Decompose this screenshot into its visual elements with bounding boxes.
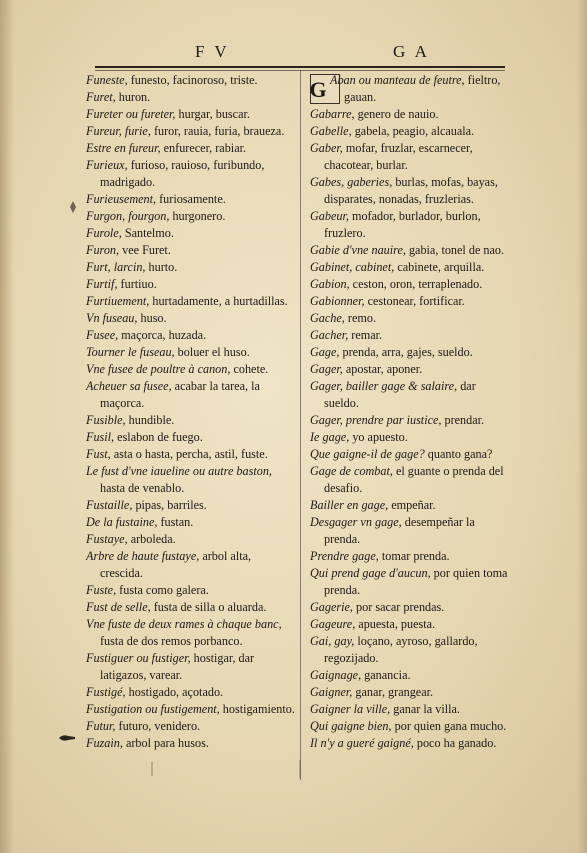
- headword: Furtiuement,: [86, 294, 150, 308]
- headword: De la fustaine,: [86, 515, 158, 529]
- definition: hurgar, buscar.: [175, 107, 250, 121]
- dictionary-entry: [310, 242, 510, 259]
- dictionary-entry: [310, 310, 510, 327]
- definition: por quien toma prenda.: [324, 566, 508, 597]
- definition: huso.: [137, 311, 167, 325]
- dictionary-entry: [86, 446, 296, 463]
- dictionary-entry: [310, 548, 510, 565]
- dictionary-entry: [310, 344, 510, 361]
- pointing-hand-icon: [58, 733, 76, 743]
- headword: Fuzain,: [86, 736, 123, 750]
- running-header: [95, 44, 505, 66]
- dictionary-entry: [310, 106, 510, 123]
- headword: Furet,: [86, 90, 116, 104]
- definition: hurgonero.: [169, 209, 226, 223]
- definition: funesto, facinoroso, triste.: [127, 73, 258, 87]
- dictionary-entry: [86, 599, 296, 616]
- definition: remar.: [348, 328, 383, 342]
- dictionary-entry: [310, 701, 510, 718]
- headword: Fustaye,: [86, 532, 128, 546]
- header-right-letters: G A: [393, 42, 430, 61]
- headword: Fusible,: [86, 413, 126, 427]
- headword: Gageure,: [310, 617, 356, 631]
- headword: Vne fuste de deux rames à chaque banc,: [86, 617, 282, 631]
- headword: Fusil,: [86, 430, 115, 444]
- dictionary-entry: [310, 616, 510, 633]
- headword: Furole,: [86, 226, 122, 240]
- headword: Furieux,: [86, 158, 128, 172]
- headword: Gager, bailler gage & salaire,: [310, 379, 458, 393]
- headword: Fust,: [86, 447, 111, 461]
- definition: hundible.: [125, 413, 175, 427]
- definition: hasta de venablo.: [100, 481, 185, 495]
- dictionary-entry: [86, 293, 296, 310]
- definition: cestonear, fortificar.: [364, 294, 465, 308]
- headword: Gacher,: [310, 328, 349, 342]
- dictionary-entry: [310, 140, 510, 174]
- definition: furor, rauia, furia, braueza.: [150, 124, 285, 138]
- definition: poco ha ganado.: [413, 736, 497, 750]
- definition: hostigado, açotado.: [125, 685, 224, 699]
- headword: Bailler en gage,: [310, 498, 389, 512]
- definition: gabela, peagio, alcauala.: [351, 124, 475, 138]
- dictionary-entry: [86, 429, 296, 446]
- headword: Gabarre,: [310, 107, 355, 121]
- dictionary-entry: [310, 718, 510, 735]
- dictionary-entry: [310, 565, 510, 599]
- headword: Gabelle,: [310, 124, 352, 138]
- headword: Fustaille,: [86, 498, 133, 512]
- definition: furioso, rauioso, furibundo, madrigado.: [100, 158, 265, 189]
- headword: Tourner le fuseau,: [86, 345, 175, 359]
- definition: pipas, barriles.: [132, 498, 207, 512]
- headword: Fustiguer ou fustiger,: [86, 651, 191, 665]
- definition: yo apuesto.: [349, 430, 408, 444]
- definition: fusta de silla o aluarda.: [150, 600, 267, 614]
- definition: por sacar prendas.: [352, 600, 445, 614]
- dictionary-entry: [310, 514, 510, 548]
- dictionary-entry: [310, 412, 510, 429]
- dictionary-entry: [86, 735, 296, 752]
- dictionary-entry: [310, 327, 510, 344]
- dictionary-entry: [86, 89, 296, 106]
- definition: huron.: [115, 90, 151, 104]
- dictionary-entry: [310, 378, 510, 412]
- headword: Fusee,: [86, 328, 119, 342]
- definition: el guante o prenda del desafio.: [324, 464, 504, 495]
- headword: Furt, larcin,: [86, 260, 146, 274]
- headword: Fust de selle,: [86, 600, 151, 614]
- dictionary-entry: [86, 463, 296, 497]
- dictionary-entry: [310, 293, 510, 310]
- definition: enfurecer, rabiar.: [160, 141, 247, 155]
- headword: Desgager vn gage,: [310, 515, 402, 529]
- headword: Qui prend gage d'aucun,: [310, 566, 431, 580]
- dictionary-entry: [86, 72, 296, 89]
- dictionary-entry: [86, 191, 296, 208]
- headword: Ie gage,: [310, 430, 350, 444]
- dictionary-entry: [86, 701, 296, 718]
- definition: tomar prenda.: [378, 549, 450, 563]
- definition: desempeñar la prenda.: [324, 515, 475, 546]
- headword: Vn fuseau,: [86, 311, 138, 325]
- dictionary-entry: [86, 344, 296, 361]
- headword: Gabes, gaberies,: [310, 175, 393, 189]
- definition: hostigamiento.: [219, 702, 295, 716]
- headword: Futur,: [86, 719, 116, 733]
- definition: mofador, burlador, burlon, fruzlero.: [324, 209, 481, 240]
- dictionary-entry: [86, 497, 296, 514]
- dictionary-entry: [86, 310, 296, 327]
- dictionary-entry: [86, 361, 296, 378]
- headword: Fureur, furie,: [86, 124, 151, 138]
- dictionary-entry: [86, 157, 296, 191]
- definition: prendar.: [441, 413, 485, 427]
- dictionary-entry: [310, 446, 510, 463]
- left-column: [86, 72, 296, 752]
- dictionary-entry: [86, 412, 296, 429]
- definition: remo.: [344, 311, 376, 325]
- headword: Gaigner la ville,: [310, 702, 391, 716]
- dictionary-entry: [310, 599, 510, 616]
- dictionary-entry: [310, 667, 510, 684]
- definition: gabia, tonel de nao.: [405, 243, 505, 257]
- definition: genero de nauio.: [354, 107, 439, 121]
- dictionary-entry: [86, 684, 296, 701]
- headword: Fureter ou fureter,: [86, 107, 176, 121]
- dictionary-entry: [86, 616, 296, 650]
- headword: Furon,: [86, 243, 120, 257]
- definition: ganar, grangear.: [352, 685, 434, 699]
- headword: Gaber,: [310, 141, 343, 155]
- definition: apostar, aponer.: [342, 362, 423, 376]
- dictionary-entry: [86, 718, 296, 735]
- headword: Gaigner,: [310, 685, 353, 699]
- dictionary-entry: [86, 106, 296, 123]
- dictionary-entry: [310, 429, 510, 446]
- definition: apuesta, puesta.: [355, 617, 436, 631]
- header-rule: [95, 66, 505, 68]
- dictionary-entry: [86, 582, 296, 599]
- headword: Gaignage,: [310, 668, 362, 682]
- headword: Prendre gage,: [310, 549, 379, 563]
- header-left-letters: F V: [195, 42, 230, 61]
- definition: asta o hasta, percha, astil, fuste.: [110, 447, 268, 461]
- dictionary-entry: [86, 531, 296, 548]
- definition: arbol alta, crescida.: [100, 549, 252, 580]
- dictionary-entry: [310, 208, 510, 242]
- dictionary-entry: [310, 633, 510, 667]
- bottom-ink-marks: [150, 760, 330, 780]
- dictionary-entry: [310, 174, 510, 208]
- headword: Estre en fureur,: [86, 141, 161, 155]
- headword: Qui gaigne bien,: [310, 719, 392, 733]
- headword: Que gaigne-il de gage?: [310, 447, 425, 461]
- definition: fusta de dos remos porbanco.: [100, 634, 243, 648]
- definition: burlas, mofas, bayas, disparates, nonadas, fruzlerias.: [324, 175, 498, 206]
- definition: fieltro, gauan.: [344, 73, 501, 104]
- right-column: [310, 72, 510, 752]
- dictionary-entry: [86, 327, 296, 344]
- headword: Gabionner,: [310, 294, 365, 308]
- drop-cap: G: [310, 74, 340, 104]
- page-left-edge-shadow: [0, 0, 14, 853]
- column-divider: [300, 70, 301, 780]
- definition: quanto gana?: [424, 447, 493, 461]
- dictionary-entry: [86, 123, 296, 140]
- dictionary-entry: [310, 463, 510, 497]
- headword: Furtif,: [86, 277, 118, 291]
- definition: furiosamente.: [156, 192, 226, 206]
- dictionary-entry: [310, 72, 510, 106]
- dictionary-entry: [86, 225, 296, 242]
- headword: Gager, prendre par iustice,: [310, 413, 442, 427]
- dictionary-entry: [86, 514, 296, 531]
- definition: maçorca, huzada.: [118, 328, 207, 342]
- page-right-edge-shadow: [577, 0, 587, 853]
- definition: acabar la tarea, la maçorca.: [100, 379, 260, 410]
- headword: Fustigé,: [86, 685, 126, 699]
- definition: boluer el huso.: [174, 345, 250, 359]
- definition: hurto.: [145, 260, 178, 274]
- dictionary-entry: [86, 208, 296, 225]
- definition: cabinete, arquilla.: [394, 260, 485, 274]
- headword: Le fust d'vne iaueline ou autre baston,: [86, 464, 272, 478]
- dictionary-entry: [86, 378, 296, 412]
- headword: Gabion,: [310, 277, 350, 291]
- dictionary-entry: [86, 242, 296, 259]
- definition: furtiuo.: [117, 277, 157, 291]
- dictionary-entry: [310, 361, 510, 378]
- headword: Fuste,: [86, 583, 117, 597]
- dictionary-entry: [310, 276, 510, 293]
- headword: Gage de combat,: [310, 464, 393, 478]
- definition: vee Furet.: [119, 243, 171, 257]
- headword: Arbre de haute fustaye,: [86, 549, 200, 563]
- headword: Gager,: [310, 362, 343, 376]
- definition: ganar la villa.: [390, 702, 460, 716]
- headword: Fustigation ou fustigement,: [86, 702, 220, 716]
- dictionary-entry: [310, 735, 510, 752]
- headword: Gai, gay,: [310, 634, 355, 648]
- headword: Gabeur,: [310, 209, 349, 223]
- definition: fusta como galera.: [116, 583, 209, 597]
- headword: Gabinet, cabinet,: [310, 260, 395, 274]
- dictionary-entry: [86, 140, 296, 157]
- dictionary-entry: [310, 497, 510, 514]
- definition: futuro, venidero.: [115, 719, 201, 733]
- definition: hostigar, dar latigazos, varear.: [100, 651, 255, 682]
- headword: Gabie d'vne nauire,: [310, 243, 406, 257]
- dictionary-entry: [86, 548, 296, 582]
- definition: dar sueldo.: [324, 379, 476, 410]
- definition: empeñar.: [388, 498, 436, 512]
- headword: Furieusement,: [86, 192, 157, 206]
- headword: Gache,: [310, 311, 345, 325]
- dictionary-entry: [86, 650, 296, 684]
- headword: Il n'y a gueré gaigné,: [310, 736, 414, 750]
- dictionary-entry: [86, 276, 296, 293]
- headword: Vne fusee de poultre à canon,: [86, 362, 231, 376]
- dictionary-entry: [310, 259, 510, 276]
- margin-mark-icon: [68, 200, 78, 214]
- definition: por quien gana mucho.: [391, 719, 507, 733]
- headword: Furgon, fourgon,: [86, 209, 170, 223]
- dictionary-entry: [310, 684, 510, 701]
- definition: arboleda.: [127, 532, 176, 546]
- definition: ceston, oron, terraplenado.: [349, 277, 483, 291]
- dictionary-entry: [86, 259, 296, 276]
- definition: cohete.: [230, 362, 269, 376]
- headword: Acheuer sa fusee,: [86, 379, 172, 393]
- definition: mofar, fruzlar, escarnecer, chacotear, burlar.: [324, 141, 473, 172]
- headword: Funeste,: [86, 73, 128, 87]
- headword: Gagerie,: [310, 600, 353, 614]
- definition: fustan.: [157, 515, 194, 529]
- definition: arbol para husos.: [122, 736, 209, 750]
- definition: ganancia.: [361, 668, 411, 682]
- definition: prenda, arra, gajes, sueldo.: [339, 345, 473, 359]
- dictionary-entry: [310, 123, 510, 140]
- headword: Aban ou manteau de feutre,: [330, 73, 465, 87]
- definition: Santelmo.: [121, 226, 174, 240]
- definition: eslabon de fuego.: [114, 430, 203, 444]
- definition: loçano, ayroso, gallardo, regozijado.: [324, 634, 478, 665]
- definition: hurtadamente, a hurtadillas.: [149, 294, 288, 308]
- headword: Gage,: [310, 345, 340, 359]
